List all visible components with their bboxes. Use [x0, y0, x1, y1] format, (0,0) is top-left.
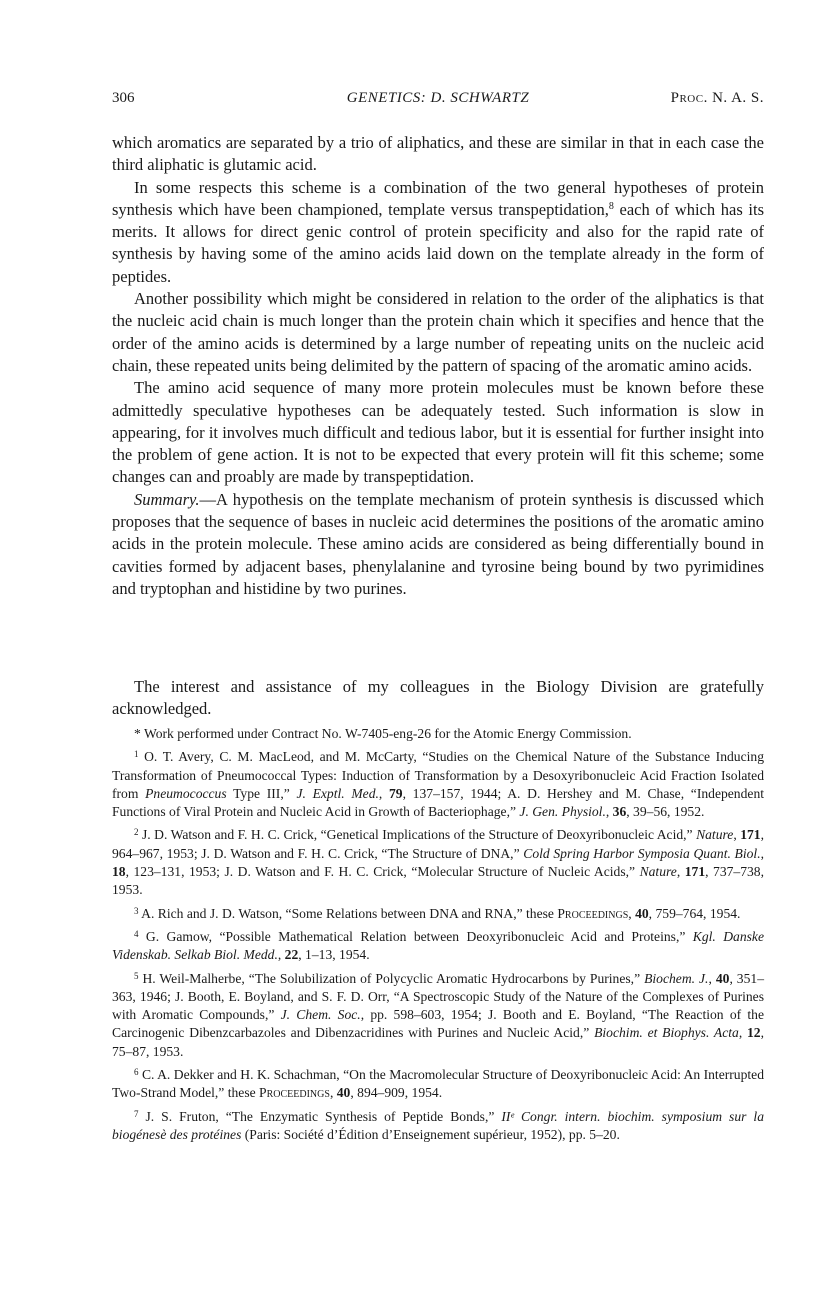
footnote-2	[112, 823, 764, 899]
footnote-text: J. D. Watson and F. H. C. Crick, “Genetical Implications of the Structure of Deoxyribonucleic Acid,”	[138, 827, 697, 843]
footnote-text: , 75–87, 1953.	[112, 1025, 764, 1059]
footnote-5	[112, 967, 764, 1061]
journal-title: Biochem. J.	[644, 970, 709, 986]
footnote-4	[112, 925, 764, 965]
journal-title: Kgl. Danske Videnskab. Selkab Biol. Medd.	[112, 928, 764, 963]
footnote-text: , 759–764, 1954.	[648, 905, 741, 921]
footnote-text: ,	[329, 1085, 337, 1101]
footnote-italic: Pneumococcus	[145, 785, 227, 801]
footnote-text: , 123–131, 1953; J. D. Watson and F. H. C. Crick, “Molecular Structure of Nucleic Acids,”	[125, 864, 640, 880]
paragraph-text: each of which has its merits. It allows for direct genic control of protein specificity and also for the rapid rate of synthesis by having some of the amino acids laid down on the template already in the form of peptides.	[112, 199, 764, 286]
footnote-text: O. T. Avery, C. M. MacLeod, and M. McCarty, “Studies on the Chemical Nature of the Substance Inducing Transformation of Pneumococcal Types: Induction of Transformation by a Desoxyribonucleic Acid Fraction Isolated from	[112, 749, 764, 801]
footnote-text: G. Gamow, “Possible Mathematical Relation between Deoxyribonucleic Acid and Proteins,”	[138, 928, 693, 944]
footnote-text: J. S. Fruton, “The Enzymatic Synthesis of Peptide Bonds,”	[138, 1108, 502, 1124]
footnote-text: ,	[733, 827, 741, 843]
footnote-text: ,	[277, 947, 285, 963]
footnote-3	[112, 902, 764, 923]
footnote-text: ,	[676, 864, 685, 880]
journal-name: Proc. N. A. S.	[670, 90, 764, 106]
running-title: GENETICS: D. SCHWARTZ	[346, 90, 530, 106]
volume: 171	[740, 827, 761, 843]
volume: 40	[715, 970, 730, 986]
journal-title: IIᵉ Congr. intern. biochim. symposium sur la biogénesè des protéines	[112, 1108, 764, 1142]
footnote-text: Type III,”	[226, 785, 297, 801]
journal-title: Biochim. et Biophys. Acta	[594, 1025, 739, 1041]
footnote-number: 3	[134, 905, 139, 916]
footnote-text: H. Weil-Malherbe, “The Solubilization of Polycyclic Aromatic Hydrocarbons by Purines,”	[138, 970, 645, 986]
footnote-text: , 964–967, 1953; J. D. Watson and F. H. C. Crick, “The Structure of DNA,”	[112, 827, 764, 861]
volume: 171	[684, 864, 706, 880]
summary-label: Summary.	[134, 489, 200, 509]
footnote-text: A. Rich and J. D. Watson, “Some Relations between DNA and RNA,” these	[138, 905, 558, 921]
journal-title: Cold Spring Harbor Symposia Quant. Biol.	[523, 845, 761, 861]
footnote-1	[112, 745, 764, 821]
footnote-star: * Work performed under Contract No. W-7405-eng-26 for the Atomic Energy Commission.	[134, 726, 632, 741]
footnote-text: , 137–157, 1944; A. D. Hershey and M. Chase, “Independent Functions of Viral Protein and Nucleic Acid in Growth of Bacteriophage,”	[112, 785, 765, 820]
footnote-text: C. A. Dekker and H. K. Schachman, “On the Macromolecular Structure of Deoxyribonucleic Acid: An Interrupted Two-Strand Model,” these	[112, 1067, 764, 1101]
volume: 12	[747, 1025, 761, 1041]
footnote-number: 5	[134, 970, 139, 981]
journal-title: Proceedings	[557, 905, 629, 921]
footnote-number: 1	[134, 749, 139, 760]
footnote-text: ,	[378, 785, 389, 801]
footnote-text: ,	[738, 1025, 747, 1041]
footnote-text: ,	[628, 905, 636, 921]
volume: 36	[612, 804, 627, 820]
footnote-6	[112, 1063, 764, 1103]
page-number: 306	[112, 90, 135, 106]
footnote-text: , pp. 598–603, 1954; J. Booth and E. Boyland, “The Reaction of the Carcinogenic Dibenzcarbazoles and Dibenzacridines with Purines and Nucleic Acid,”	[112, 1007, 765, 1041]
footnote-number: 6	[134, 1067, 139, 1078]
journal-title: J. Gen. Physiol.	[519, 804, 606, 820]
paragraph-sequence: The amino acid sequence of many more protein molecules must be known before these admittedly speculative hypotheses can be adequately tested. Such information is slow in appearing, for it involves much difficult and tedious labor, but it is essential for further insight into the problem of gene action. It is not to be expected that every protein will fit this scheme; some changes can and proably are made by transpeptidation.	[112, 378, 764, 487]
journal-title: Nature	[639, 864, 677, 880]
acknowledgment	[112, 676, 764, 721]
paragraph-hypotheses	[112, 177, 764, 288]
acknowledgment-text: The interest and assistance of my colleagues in the Biology Division are gratefully acknowledged.	[112, 677, 764, 719]
paragraph-continued: which aromatics are separated by a trio of aliphatics, and these are similar in that in each case the third aliphatic is glutamic acid.	[112, 133, 764, 175]
footnote-text: , 1–13, 1954.	[298, 947, 370, 963]
footnote-text: ,	[605, 804, 613, 820]
footnote-text: , 39–56, 1952.	[626, 804, 705, 820]
summary-text: —A hypothesis on the template mechanism of protein synthesis is discussed which proposes that the sequence of bases in nucleic acid determines the positions of the aromatic amino acids in the protein molecule. These amino acids are considered as being differentially bound in cavities formed by adjacent bases, phenylalanine and tyrosine being bound by two pyrimidines and tryptophan and histidine by two purines.	[112, 489, 764, 598]
footnote-text: , 737–738, 1953.	[112, 864, 765, 898]
volume: 40	[336, 1085, 351, 1101]
main-text	[112, 132, 764, 600]
journal-title: J. Exptl. Med.	[296, 785, 379, 801]
footnote-ref: 8	[608, 200, 614, 212]
paragraph-text: In some respects this scheme is a combination of the two general hypotheses of protein synthesis which have been championed, template versus transpeptidation,	[112, 177, 764, 219]
volume: 79	[389, 785, 403, 801]
footnote-number: 2	[134, 827, 139, 838]
footnote-number: 7	[134, 1108, 139, 1119]
footnote-text: ,	[760, 845, 764, 861]
footnote-7	[112, 1105, 764, 1145]
footnote-text: , 894–909, 1954.	[350, 1085, 443, 1101]
volume: 40	[635, 905, 649, 921]
paragraph-aliphatics: Another possibility which might be considered in relation to the order of the aliphatics is that the nucleic acid chain is much longer than the protein chain which it specifies and hence that the order of the amino acids is determined by a large number of repeating units on the nucleic acid chain, these repeated units being delimited by the pattern of spacing of the aromatic amino acids.	[112, 289, 764, 375]
volume: 18	[112, 864, 126, 880]
journal-title: Nature	[696, 827, 734, 843]
footnote-number: 4	[134, 928, 139, 939]
footnote-text: , 351–363, 1946; J. Booth, E. Boyland, and S. F. D. Orr, “A Spectroscopic Study of the Nature of the Complexes of Purines with Aromatic Compounds,”	[112, 970, 764, 1023]
journal-title: J. Chem. Soc.	[280, 1007, 361, 1023]
paragraph-summary	[112, 489, 764, 600]
volume: 22	[284, 947, 299, 963]
footnote-text: (Paris: Société d’Édition d’Enseignement supérieur, 1952), pp. 5–20.	[241, 1126, 620, 1142]
footnotes	[112, 725, 764, 1146]
footnote-text: ,	[708, 970, 716, 986]
page-header	[112, 90, 764, 110]
journal-title: Proceedings	[259, 1085, 330, 1101]
